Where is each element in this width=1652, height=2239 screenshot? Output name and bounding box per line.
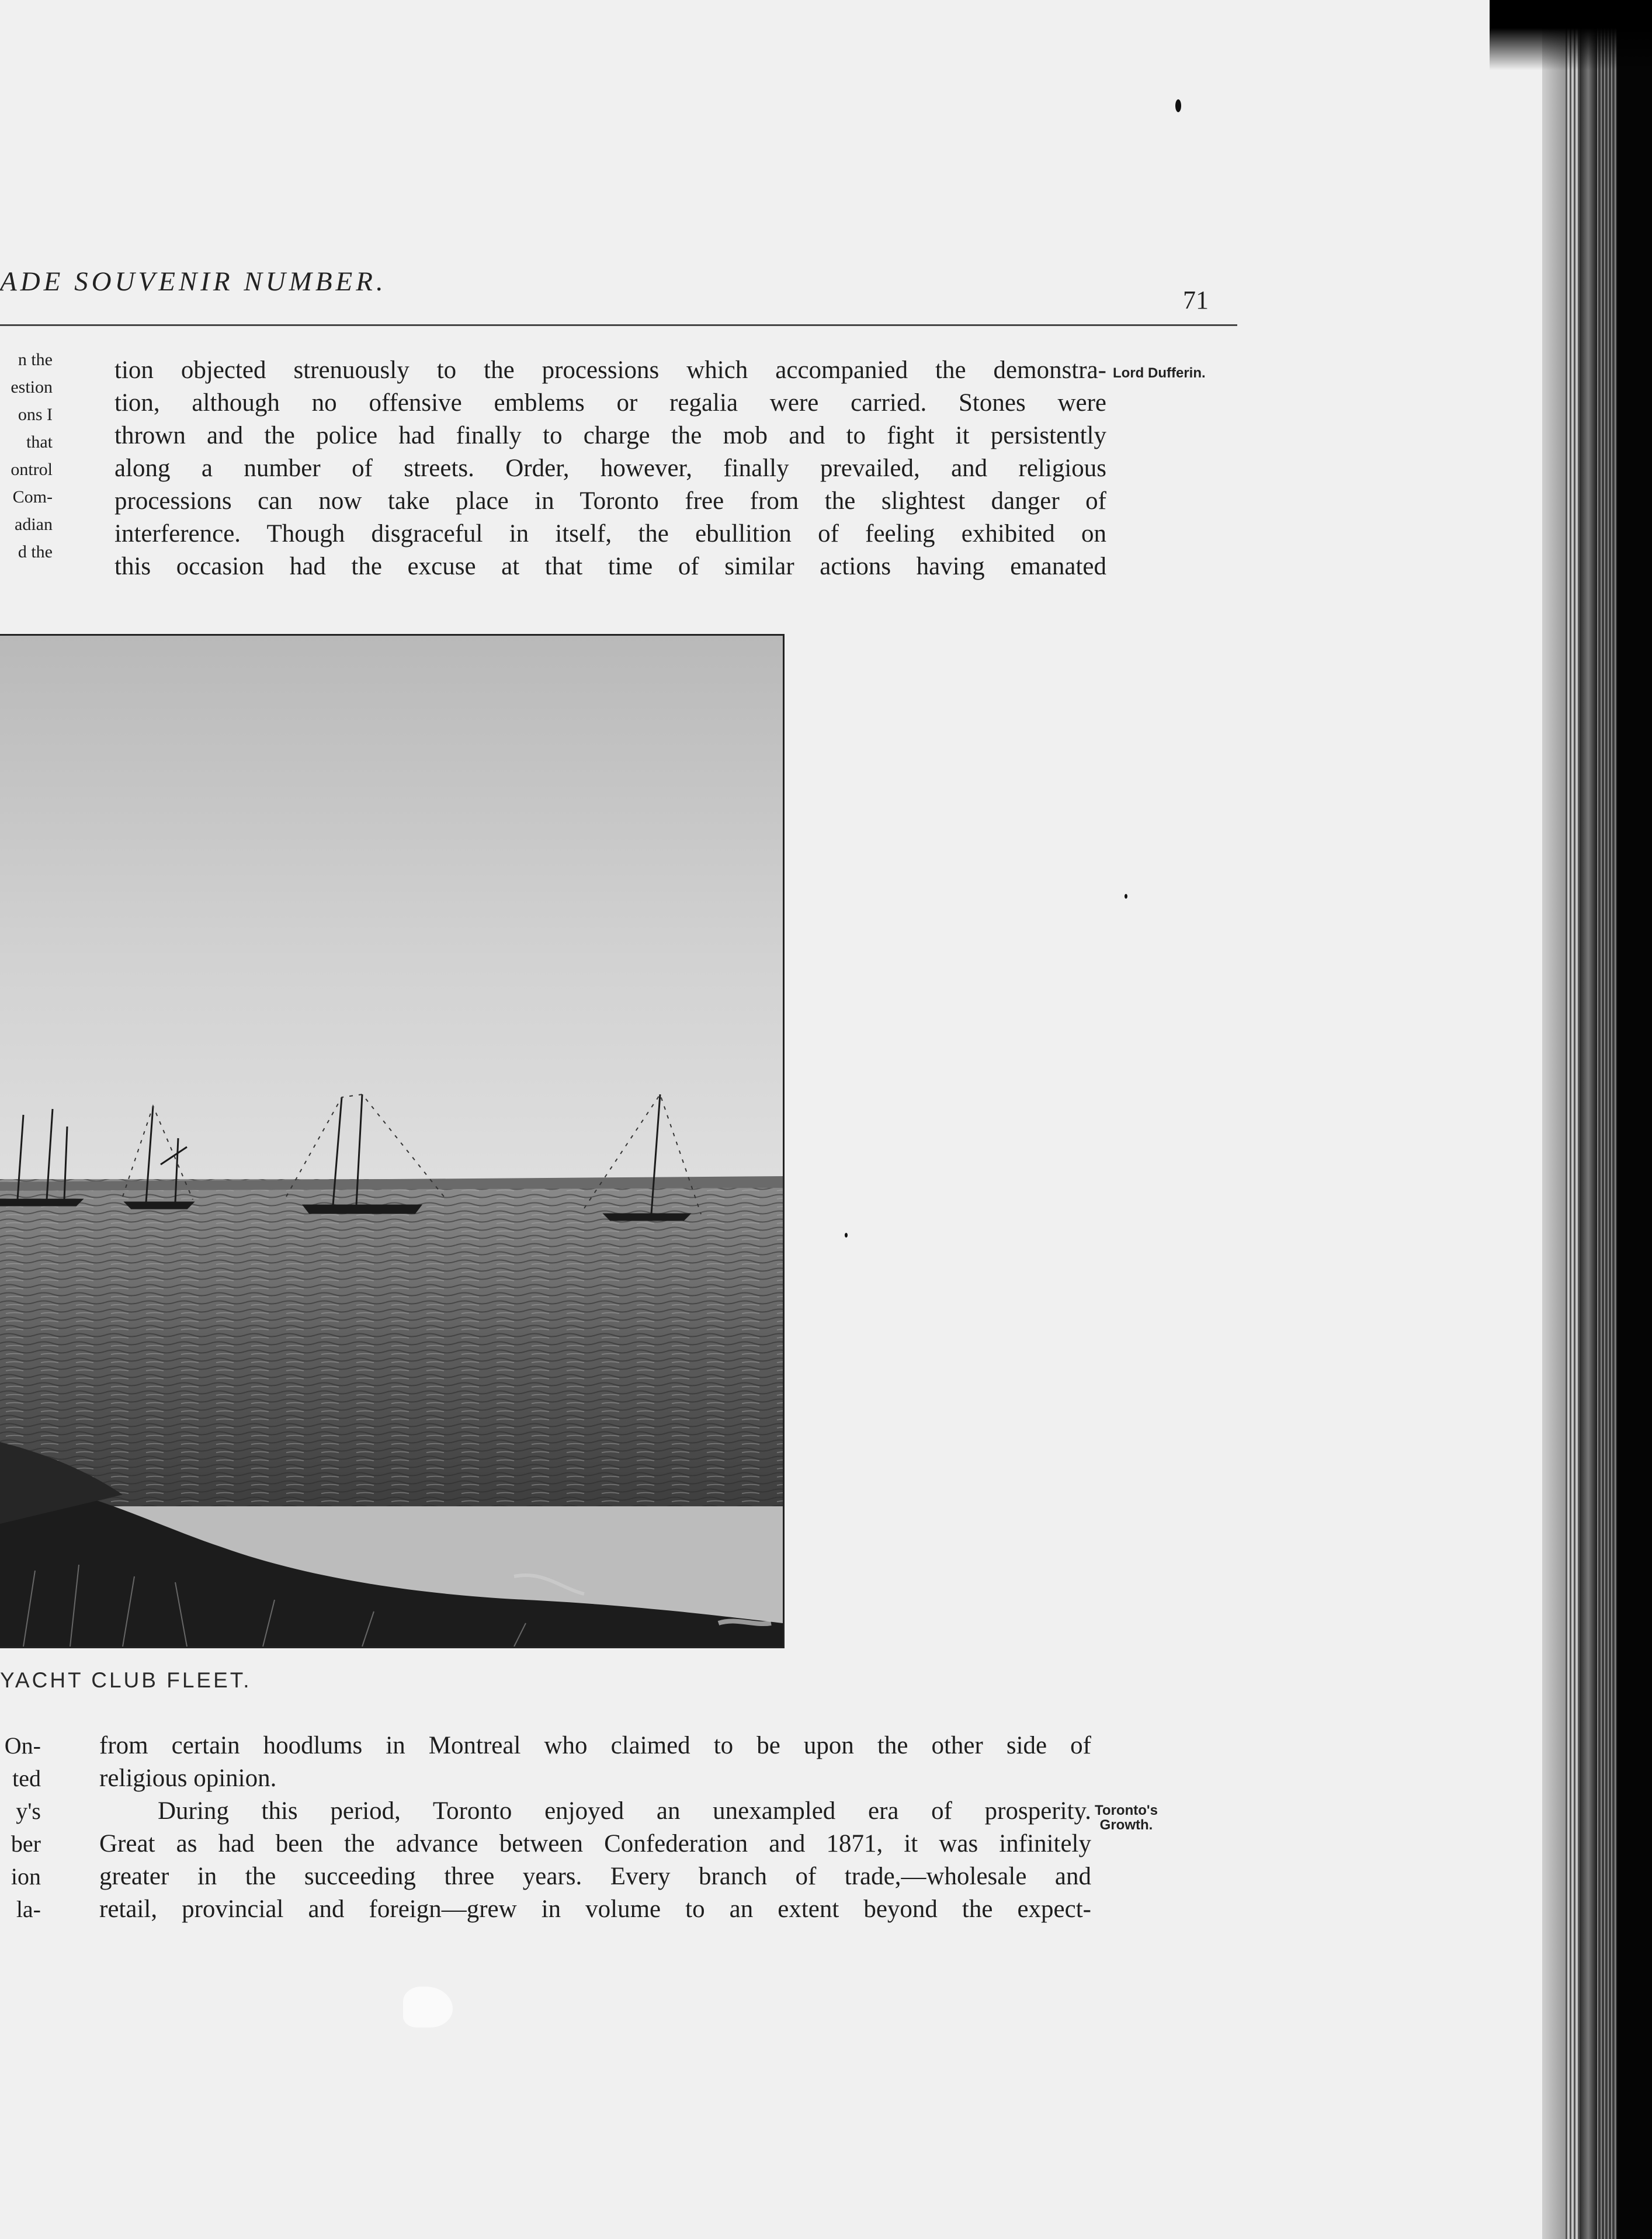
- left-column-line: On-: [4, 1732, 41, 1759]
- text-line: During this period, Toronto enjoyed an unexampled era of prosperity.: [158, 1797, 1091, 1825]
- text-line: greater in the succeeding three years. Every branch of trade,—wholesale and: [99, 1863, 1091, 1890]
- page-stack: [1566, 0, 1580, 2239]
- left-column-line: that: [26, 432, 53, 452]
- text-line: interference. Though disgraceful in itself, the ebullition of feeling exhibited on: [114, 520, 1106, 547]
- water-waves: [0, 1179, 783, 1506]
- text-line: this occasion had the excuse at that time of similar actions having emanated: [114, 553, 1106, 580]
- text-line: tion objected strenuously to the processions which accompanied the demonstra-: [114, 356, 1106, 384]
- scan-speck: [845, 1233, 848, 1238]
- margin-note-line: Growth.: [1099, 1817, 1153, 1833]
- left-column-line: estion: [11, 377, 53, 397]
- scan-speck: [1125, 894, 1127, 899]
- left-column-top: [0, 346, 53, 566]
- page-number: 71: [1183, 286, 1209, 314]
- paragraph-top: [114, 354, 1106, 583]
- text-line: tion, although no offensive emblems or regalia were carried. Stones were: [114, 389, 1106, 417]
- left-column-line: ion: [11, 1863, 41, 1890]
- margin-note-lord-dufferin: Lord Dufferin.: [1113, 365, 1206, 381]
- text-line: Great as had been the advance between Confederation and 1871, it was infinitely: [99, 1830, 1091, 1857]
- text-line: from certain hoodlums in Montreal who claimed to be upon the other side of: [99, 1732, 1091, 1759]
- text-line: religious opinion.: [99, 1765, 277, 1792]
- corner-shadow: [1490, 0, 1652, 70]
- running-header: ADE SOUVENIR NUMBER.: [0, 266, 387, 297]
- left-column-line: ons I: [18, 405, 53, 424]
- page-stack-outer: [1597, 0, 1617, 2239]
- left-column-line: la-: [16, 1896, 41, 1922]
- text-line: retail, provincial and foreign—grew in volume to an extent beyond the expect-: [99, 1895, 1091, 1923]
- text-line: thrown and the police had finally to charge the mob and to fight it persistently: [114, 422, 1106, 449]
- left-column-line: ontrol: [11, 460, 53, 479]
- margin-note-torontos-growth: [1091, 1803, 1161, 1832]
- left-column-line: ted: [12, 1765, 41, 1791]
- yacht-fleet-photo: [0, 634, 785, 1648]
- left-column-line: ber: [11, 1831, 41, 1857]
- left-column-line: y's: [16, 1798, 41, 1824]
- header-rule: [0, 324, 1237, 326]
- page-edge: [1542, 0, 1566, 2239]
- left-column-bottom: [0, 1729, 41, 1926]
- left-column-line: n the: [18, 350, 53, 369]
- paragraph-bottom-1: [99, 1729, 1091, 1795]
- sky: [0, 636, 783, 1179]
- background-dark: [1617, 0, 1652, 2239]
- scan-speck: [1175, 99, 1181, 112]
- paragraph-bottom-2: [99, 1795, 1091, 1926]
- text-line: along a number of streets. Order, however, finally prevailed, and religious: [114, 455, 1106, 482]
- left-column-line: Com-: [12, 487, 53, 507]
- margin-note-line: Toronto's: [1095, 1803, 1158, 1818]
- wave-splash: [514, 1575, 584, 1594]
- text-line: processions can now take place in Toronto free from the slightest danger of: [114, 487, 1106, 515]
- wave-splash: [719, 1621, 771, 1624]
- left-column-line: d the: [18, 542, 53, 562]
- book-spine-shadow: [1580, 0, 1597, 2239]
- left-column-line: adian: [15, 515, 53, 534]
- photo-caption: YACHT CLUB FLEET.: [0, 1668, 252, 1692]
